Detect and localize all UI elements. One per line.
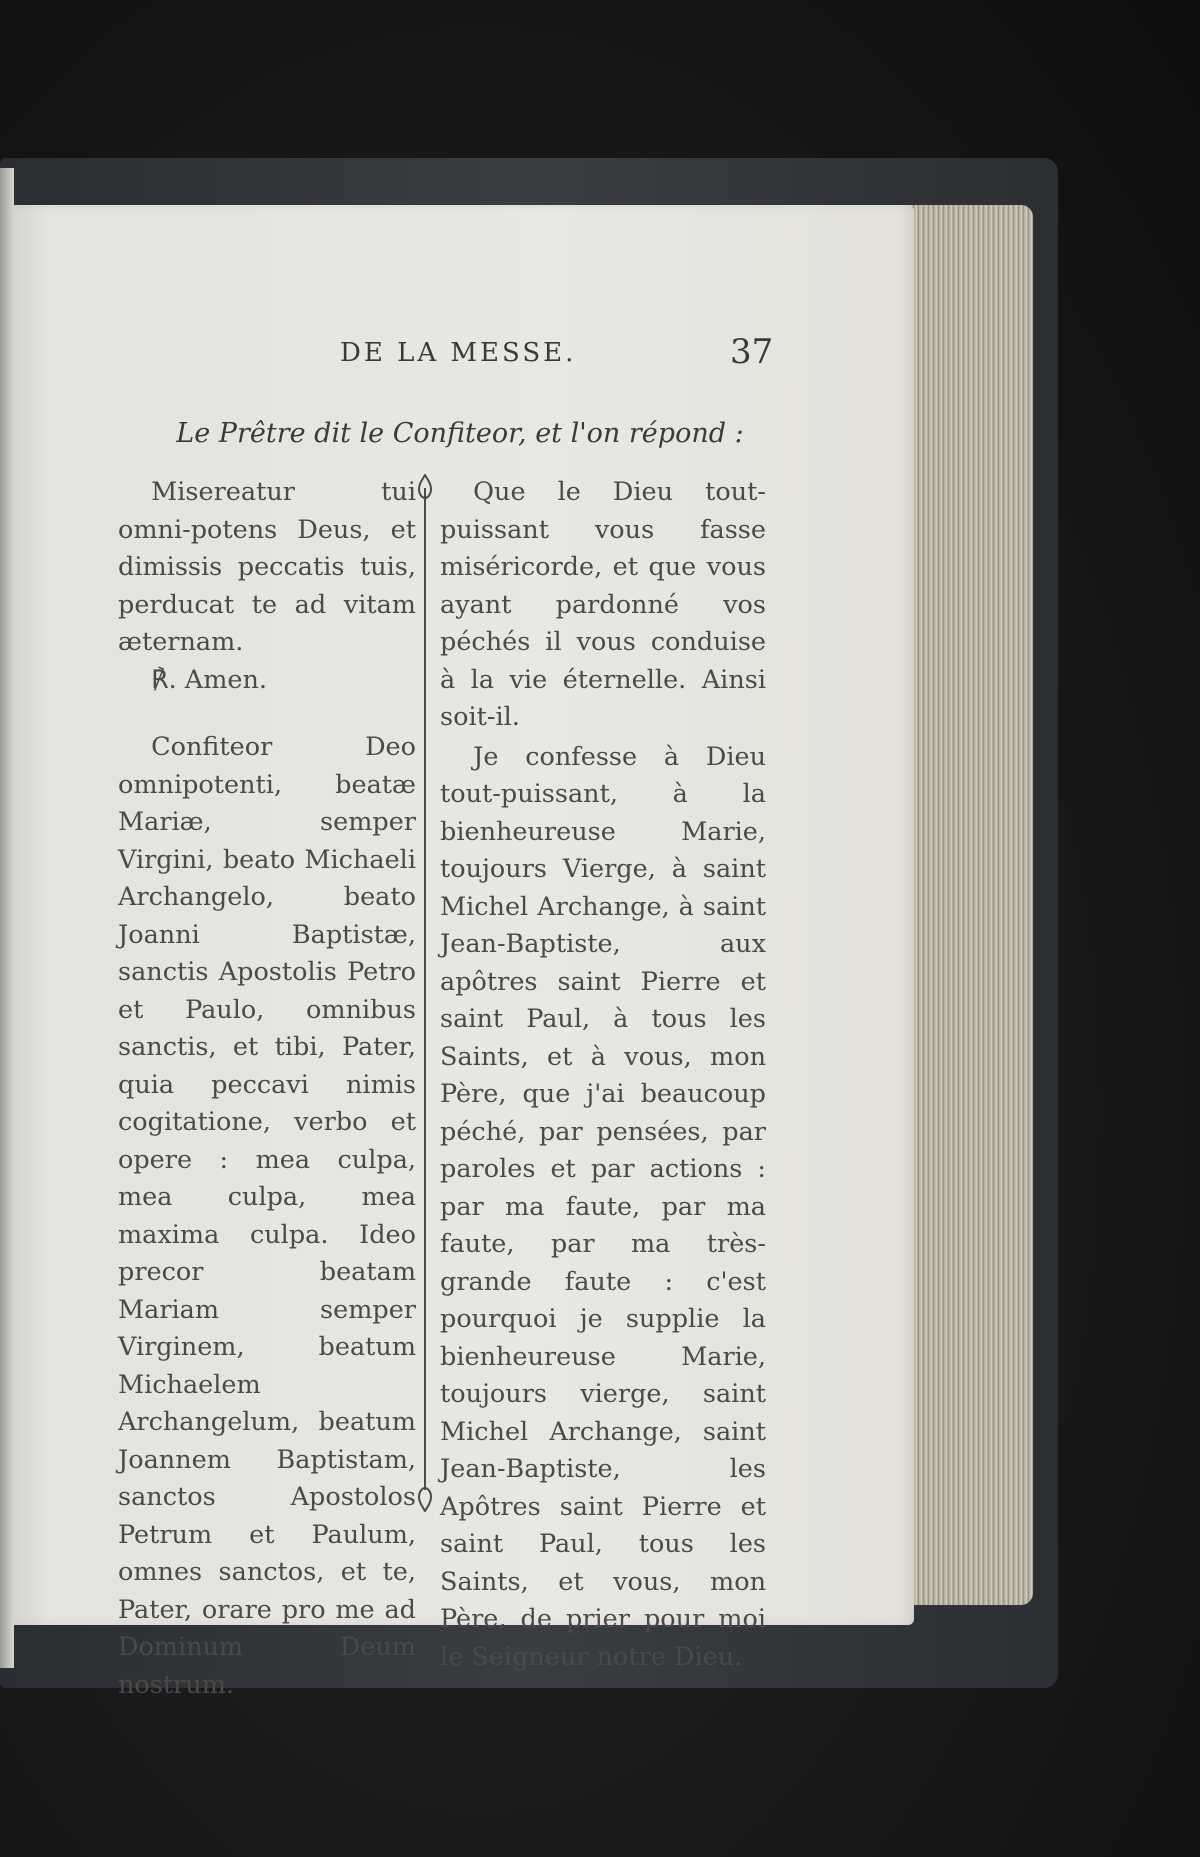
french-column — [440, 474, 766, 1676]
french-misereatur: Que le Dieu tout-puissant vous fasse miséricorde, et que vous ayant pardonné vos péchés il vous conduise à la vie éternelle. Ainsi soit-il. — [440, 477, 766, 732]
facing-page-edge — [0, 168, 14, 1668]
page-header — [0, 332, 1200, 372]
latin-confiteor: Confiteor Deo omnipotenti, beatæ Mariæ, semper Virgini, beato Michaeli Archangelo, beato Joanni Baptistæ, sanctis Apostolis Petro et Paulo, omnibus sanctis, et tibi, Pater, quia peccavi nimis cogitatione, verbo et opere : mea culpa, mea culpa, mea maxima culpa. Ideo precor beatam Mariam semper Virginem, beatum Michaelem Archangelum, beatum Joannem Baptistam, sanctos Apostolos Petrum et Paulum, omnes sanctos, et te, Pater, orare pro me ad Dominum Deum nostrum. — [118, 732, 416, 1700]
rubric: Le Prêtre dit le Confiteor, et l'on répond : — [176, 418, 744, 449]
divider-bottom-ornament — [414, 1484, 436, 1512]
column-divider — [424, 488, 426, 1490]
page-edges — [905, 205, 1033, 1605]
latin-column — [118, 474, 416, 1704]
page-number: 37 — [730, 332, 774, 372]
running-title: DE LA MESSE. — [340, 338, 577, 368]
latin-misereatur: Misereatur tui omni-potens Deus, et dimissis peccatis tuis, perducat te ad vitam æternam. — [118, 477, 416, 657]
latin-amen: ℟. Amen. — [151, 664, 268, 695]
french-confiteor: Je confesse à Dieu tout-puissant, à la bienheureuse Marie, toujours Vierge, à saint Michel Archange, à saint Jean-Baptiste, aux apôtres saint Pierre et saint Paul, à tous les Saints, et à vous, mon Père, que j'ai beaucoup péché, par pensées, par paroles et par actions : par ma faute, par ma faute, par ma très-grande faute : c'est pourquoi je supplie la bienheureuse Marie, toujours vierge, saint Michel Archange, saint Jean-Baptiste, les Apôtres saint Pierre et saint Paul, tous les Saints, et vous, mon Père, de prier pour moi le Seigneur notre Dieu. — [440, 741, 766, 1672]
